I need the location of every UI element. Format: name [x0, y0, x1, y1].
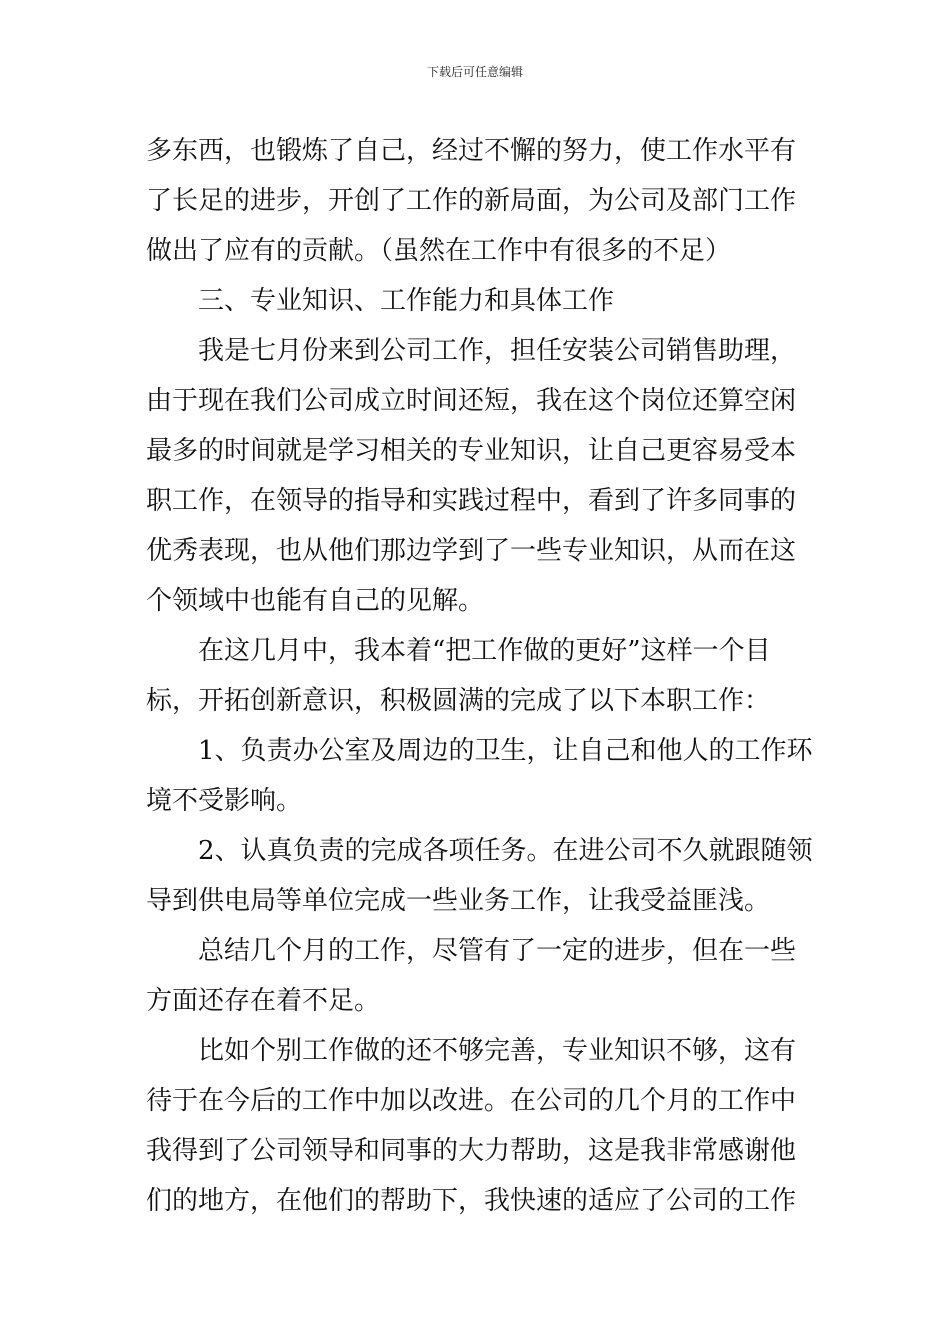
text-line: 多东西，也锻炼了自己，经过不懈的努力，使工作水平有: [146, 136, 797, 166]
text-line: 了长足的进步，开创了工作的新局面，为公司及部门工作: [146, 186, 797, 216]
section-heading: 三、专业知识、工作能力和具体工作: [198, 286, 615, 316]
text-line: 我得到了公司领导和同事的大力帮助，这是我非常感谢他: [146, 1136, 797, 1166]
text-line: 导到供电局等单位完成一些业务工作，让我受益匪浅。: [146, 886, 771, 916]
list-item: 2、认真负责的完成各项任务。在进公司不久就跟随领: [198, 836, 813, 866]
text-line: 做出了应有的贡献。（虽然在工作中有很多的不足）: [146, 236, 732, 266]
text-line: 方面还存在着不足。: [146, 986, 381, 1016]
page-header: 下载后可任意编辑: [426, 65, 523, 79]
text-line: 我是七月份来到公司工作，担任安装公司销售助理，: [198, 336, 797, 366]
list-item: 1、负责办公室及周边的卫生，让自己和他人的工作环: [198, 736, 813, 766]
text-line: 比如个别工作做的还不够完善，专业知识不够，这有: [198, 1036, 797, 1066]
text-line: 标，开拓创新意识，积极圆满的完成了以下本职工作：: [146, 686, 771, 716]
document-body: [146, 126, 813, 1226]
text-line: 优秀表现，也从他们那边学到了一些专业知识，从而在这: [146, 536, 797, 566]
text-line: 个领域中也能有自己的见解。: [146, 586, 485, 616]
text-line: 总结几个月的工作，尽管有了一定的进步，但在一些: [198, 936, 797, 966]
text-line: 待于在今后的工作中加以改进。在公司的几个月的工作中: [146, 1086, 797, 1116]
text-line: 职工作，在领导的指导和实践过程中，看到了许多同事的: [146, 486, 797, 516]
text-line: 境不受影响。: [146, 786, 303, 816]
text-line: 最多的时间就是学习相关的专业知识，让自己更容易受本: [146, 436, 797, 466]
text-line: 们的地方，在他们的帮助下，我快速的适应了公司的工作: [146, 1186, 797, 1216]
text-line: 在这几月中，我本着“把工作做的更好”这样一个目: [198, 636, 771, 666]
text-line: 由于现在我们公司成立时间还短，我在这个岗位还算空闲: [146, 386, 797, 416]
